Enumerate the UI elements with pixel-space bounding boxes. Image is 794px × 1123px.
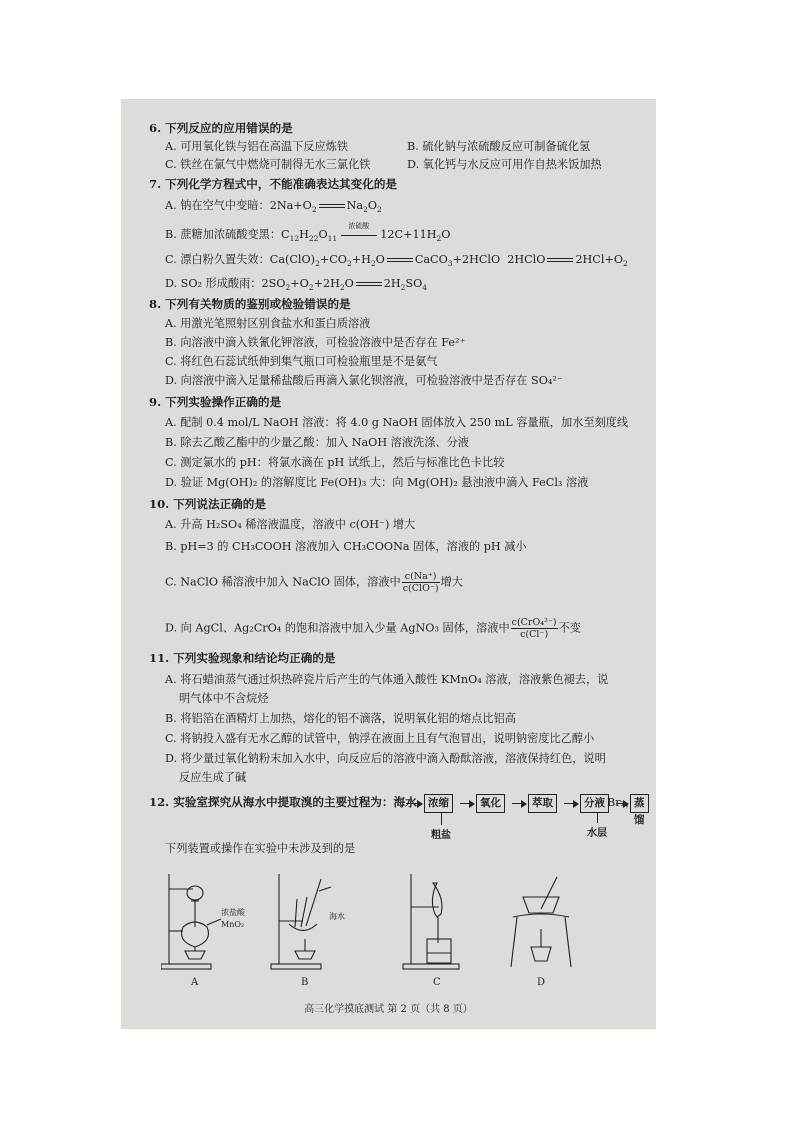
q7-option-b: B. 蔗糖加浓硫酸变黑：$C_{12}H_{22}O_{11}$ 浓硫酸 $12C+11H_2O$ (165, 222, 451, 244)
q9-option-d: D. 验证 Mg(OH)₂ 的溶解度比 Fe(OH)₃ 大：向 Mg(OH)₂ 悬浊液中滴入 FeCl₃ 溶液 (165, 476, 589, 489)
apparatus-c-separatory-funnel (403, 874, 459, 969)
flow-down-arrow-1 (441, 813, 442, 825)
flow-down-arrow-2 (597, 813, 598, 823)
label-mno2: MnO₂ (221, 920, 245, 929)
q11-option-c: C. 将钠投入盛有无水乙醇的试管中，钠浮在液面上且有气泡冒出，说明钠密度比乙醇小 (165, 732, 595, 745)
apparatus-b-seaweed-burning (271, 874, 331, 969)
q12-product: Br₂， (607, 796, 637, 809)
q10-option-d: D. 向 AgCl、Ag₂CrO₄ 的饱和溶液中加入少量 AgNO₃ 固体，溶液中 $\frac{\text{c(CrO₄²⁻)}}{c(Cl^-)}$ 不变 (165, 617, 581, 640)
flow-byproduct-2: 水层 (587, 828, 607, 839)
exam-page (121, 99, 656, 1029)
flow-arrow-1 (406, 803, 422, 804)
question-8-stem: 8. 下列有关物质的鉴别或检验错误的是 (149, 297, 351, 311)
q11-option-b: B. 将铝箔在酒精灯上加热，熔化的铝不滴落，说明氧化铝的熔点比铝高 (165, 712, 516, 725)
flow-arrow-4 (564, 803, 578, 804)
q8-option-b: B. 向溶液中滴入铁氰化钾溶液，可检验溶液中是否存在 Fe²⁺ (165, 336, 466, 349)
q8-option-a: A. 用激光笔照射区别食盐水和蛋白质溶液 (165, 317, 371, 330)
question-7-stem: 7. 下列化学方程式中，不能准确表达其变化的是 (149, 177, 398, 191)
question-9-stem: 9. 下列实验操作正确的是 (149, 395, 282, 409)
q8-option-d: D. 向溶液中滴入足量稀盐酸后再滴入氯化钡溶液，可检验溶液中是否存在 SO₄²⁻ (165, 374, 563, 387)
q12-sub-stem: 下列装置或操作在实验中未涉及到的是 (165, 842, 356, 855)
q12-flowchart (149, 794, 649, 844)
q11-option-a-line1: A. 将石蜡油蒸气通过炽热碎瓷片后产生的气体通入酸性 KMnO₄ 溶液，溶液紫色褪去，说 (165, 673, 609, 686)
q12-apparatus-figures (161, 869, 641, 989)
question-12-stem: 12. 实验室探究从海水中提取溴的主要过程为：海水 (149, 795, 417, 809)
q10-option-b: B. pH=3 的 CH₃COOH 溶液加入 CH₃COONa 固体，溶液的 pH 减小 (165, 540, 527, 553)
q11-option-a-line2: 明气体中不含烷烃 (179, 692, 269, 705)
question-6-stem: 6. 下列反应的应用错误的是 (149, 121, 293, 135)
q7-option-a: A. 钠在空气中变暗：$2Na+O_2$ $Na_2O_2$ (165, 199, 382, 215)
flow-step-5: 蒸馏 (630, 794, 649, 813)
flow-arrow-3 (512, 803, 526, 804)
apparatus-d-evaporation (511, 877, 571, 967)
question-10-stem: 10. 下列说法正确的是 (149, 497, 266, 511)
q10-option-a: A. 升高 H₂SO₄ 稀溶液温度，溶液中 c(OH⁻) 增大 (165, 518, 416, 531)
question-11-stem: 11. 下列实验现象和结论均正确的是 (149, 651, 336, 665)
q11-option-d-line1: D. 将少量过氧化钠粉末加入水中，向反应后的溶液中滴入酚酞溶液，溶液保持红色，说明 (165, 752, 606, 765)
q9-option-a: A. 配制 0.4 mol/L NaOH 溶液：将 4.0 g NaOH 固体放入 250 mL 容量瓶，加水至刻度线 (165, 416, 629, 429)
figure-letter-c: C (433, 977, 441, 988)
flow-arrow-2 (460, 803, 474, 804)
q6-option-d: D. 氧化钙与水反应可用作自热米饭加热 (407, 158, 602, 171)
q6-option-c: C. 铁丝在氯气中燃烧可制得无水三氯化铁 (165, 158, 371, 171)
q6-option-a: A. 可用氧化铁与铝在高温下反应炼铁 (165, 140, 349, 153)
q9-option-b: B. 除去乙酸乙酯中的少量乙酸：加入 NaOH 溶液洗涤、分液 (165, 436, 469, 449)
q8-option-c: C. 将红色石蕊试纸伸到集气瓶口可检验瓶里是不是氨气 (165, 355, 438, 368)
flow-step-2: 氧化 (476, 794, 505, 813)
flow-step-3: 萃取 (528, 794, 557, 813)
label-conc-hcl: 浓盐酸 (221, 908, 245, 917)
q6-option-b: B. 硫化钠与浓硫酸反应可制备硫化氢 (407, 140, 591, 153)
q7-option-c: C. 漂白粉久置失效：$Ca(ClO)_2+CO_2+H_2O$ CaCO$_3$+2HClO 2HClO $2HCl+O_2$ (165, 253, 628, 269)
q11-option-d-line2: 反应生成了碱 (179, 771, 247, 784)
apparatus-a-gas-generator (161, 874, 221, 969)
flow-byproduct-1: 粗盐 (431, 830, 451, 841)
q9-option-c: C. 测定氯水的 pH：将氯水滴在 pH 试纸上，然后与标准比色卡比较 (165, 456, 505, 469)
label-seawater: 海水 (329, 912, 345, 921)
flow-step-4: 分液 (580, 794, 609, 813)
q7-option-d: D. SO₂ 形成酸雨：$2SO_2+O_2+2H_2O$ $2H_2SO_4$ (165, 277, 428, 293)
flow-step-1: 浓缩 (424, 794, 453, 813)
page-footer: 高三化学摸底测试 第 2 页（共 8 页） (304, 1004, 473, 1015)
figure-letter-b: B (301, 977, 309, 988)
figure-letter-a: A (191, 977, 199, 988)
q10-option-c: C. NaClO 稀溶液中加入 NaClO 固体，溶液中 $\frac{c(Na^+)}{\text{c(ClO⁻)}}$ 增大 (165, 571, 463, 594)
figure-letter-d: D (537, 977, 546, 988)
